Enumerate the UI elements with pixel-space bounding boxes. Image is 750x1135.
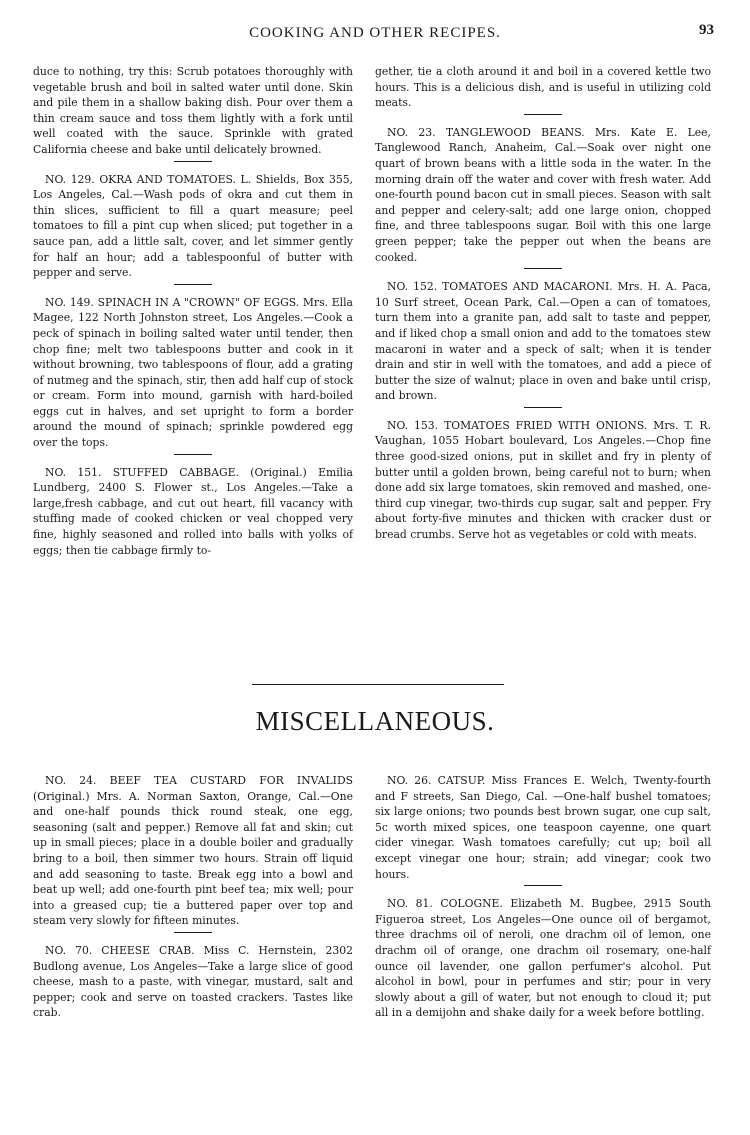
recipe-tomatoes-fried-with-onions: NO. 153. TOMATOES FRIED WITH ONIONS. Mrs. T. R. Vaughan, 1055 Hobart boulevard, Los Angeles.—Chop fine three good-sized onions, put in skillet and fry in plenty of butter until a golden brown, being careful not to burn; when done add six large tomatoes, skin removed and mashed, one-third cup vinegar, two-thirds cup sugar, salt and pepper. Fry about forty-five minutes and thicken with cracker dust or bread crumbs. Serve hot as vegetables or cold with meats. <box>375 418 711 542</box>
recipe-cologne: NO. 81. COLOGNE. Elizabeth M. Bugbee, 2915 South Figueroa street, Los Angeles—One ounce oil of bergamot, three drachms oil of neroli, one drachm oil of lemon, one drachm oil of orange, one drachm oil rosemary, one-half ounce oil lavender, one gallon perfumer's alcohol. Put alcohol in bowl, pour in perfumes and stir; pour in very slowly about a gill of water, but not enough to cloud it; put all in a demijohn and shake daily for a week before bottling. <box>375 897 711 1020</box>
recipe-spinach-crown-of-eggs: NO. 149. SPINACH IN A "CROWN" OF EGGS. Mrs. Ella Magee, 122 North Johnston street, Los Angeles.—Cook a peck of spinach in boiling salted water until tender, then chop fine; melt two tablespoons butter and cook in it without browning, two tablespoons of flour, add a grating of nutmeg and the spinach, stir, then add half cup of stock or cream. Form into mound, garnish with hard-boiled eggs cut in halves, and set upright to form a border around the mound of spinach; sprinkle powdered egg over the tops. <box>33 295 353 450</box>
page-header <box>0 22 750 44</box>
recipe-divider <box>174 932 212 933</box>
recipe-divider <box>174 161 212 162</box>
column-right-bottom <box>375 773 711 1021</box>
page-number: 93 <box>699 22 714 38</box>
recipe-catsup: NO. 26. CATSUP. Miss Frances E. Welch, Twenty-fourth and F streets, San Diego, Cal. —One-half bushel tomatoes; six large onions; two pounds best brown sugar, one cup salt, 5c worth mixed spices, one teaspoon cayenne, one quart cider vinegar. Wash tomatoes carefully; cut up; boil all except vinegar one hour; strain; add vinegar; cook two hours. <box>375 774 711 881</box>
column-right-top <box>375 64 711 543</box>
section-rule <box>252 684 504 685</box>
recipe-divider <box>524 114 562 115</box>
recipe-stuffed-cabbage: NO. 151. STUFFED CABBAGE. (Original.) Emilia Lundberg, 2400 S. Flower st., Los Angeles.—Take a large,fresh cabbage, and cut out heart, fill vacancy with stuffing made of cooked chicken or veal chopped very fine, highly seasoned and rolled into balls with yolks of eggs; then tie cabbage firmly to- <box>33 465 353 557</box>
recipe-continued-cabbage: gether, tie a cloth around it and boil in a covered kettle two hours. This is a delicious dish, and is useful in utilizing cold meats. <box>375 65 711 110</box>
recipe-divider <box>524 268 562 269</box>
section-title: MISCELLANEOUS. <box>255 706 495 736</box>
running-title: COOKING AND OTHER RECIPES. <box>249 25 501 41</box>
recipe-continued-potatoes: duce to nothing, try this: Scrub potatoes thoroughly with vegetable brush and boil in salted water until done. Skin and pile them in a shallow baking dish. Pour over them a thin cream sauce and toss them lightly with a fork until well coated with the sauce. Sprinkle with grated California cheese and bake until delicately browned. <box>33 65 353 156</box>
recipe-cheese-crab: NO. 70. CHEESE CRAB. Miss C. Hernstein, 2302 Budlong avenue, Los Angeles—Take a large slice of good cheese, mash to a paste, with vinegar, mustard, salt and pepper; cook and serve on toasted crackers. Tastes like crab. <box>33 943 353 1020</box>
recipe-okra-and-tomatoes: NO. 129. OKRA AND TOMATOES. L. Shields, Box 355, Los Angeles, Cal.—Wash pods of okra and cut them in thin slices, sufficient to fill a quart measure; peel tomatoes to fill a pint cup when sliced; put together in a sauce pan, add a little salt, cover, and let simmer gently for half an hour; add a tablespoonful of butter with pepper and serve. <box>33 172 353 280</box>
recipe-divider <box>524 407 562 408</box>
recipe-divider <box>174 454 212 455</box>
recipe-tomatoes-and-macaroni: NO. 152. TOMATOES AND MACARONI. Mrs. H. A. Paca, 10 Surf street, Ocean Park, Cal.—Open a can of tomatoes, turn them into a granite pan, add salt to taste and pepper, and if liked chop a small onion and add to the tomatoes stew macaroni in water and a speck of salt; when it is tender drain and stir in well with the tomatoes, and add a piece of butter the size of walnut; place in oven and bake until crisp, and brown. <box>375 280 711 403</box>
recipe-divider <box>524 885 562 886</box>
recipe-divider <box>174 284 212 285</box>
column-left-bottom <box>33 773 353 1021</box>
recipe-beef-tea-custard: NO. 24. BEEF TEA CUSTARD FOR INVALIDS (Original.) Mrs. A. Norman Saxton, Orange, Cal.—One and one-half pounds thick round steak, one egg, seasoning (salt and pepper.) Remove all fat and skin; cut up in small pieces; place in a double boiler and gradually bring to a boil, then simmer two hours. Strain off liquid and add seasoning to taste. Break egg into a bowl and beat up well; add one-fourth pint beef tea; mix well; pour into a greased cup; tie a buttered paper over top and steam very slowly for fifteen minutes. <box>33 774 353 928</box>
column-left-top <box>33 64 353 558</box>
recipe-tanglewood-beans: NO. 23. TANGLEWOOD BEANS. Mrs. Kate E. Lee, Tanglewood Ranch, Anaheim, Cal.—Soak over night one quart of brown beans with a little soda in the water. In the morning drain off the water and cover with fresh water. Add one-fourth pound bacon cut in small pieces. Season with salt and pepper and celery-salt; add one large onion, chopped fine, and three tablespoons sugar. Boil with this one large green pepper; take the pepper out when the beans are cooked. <box>375 125 711 264</box>
